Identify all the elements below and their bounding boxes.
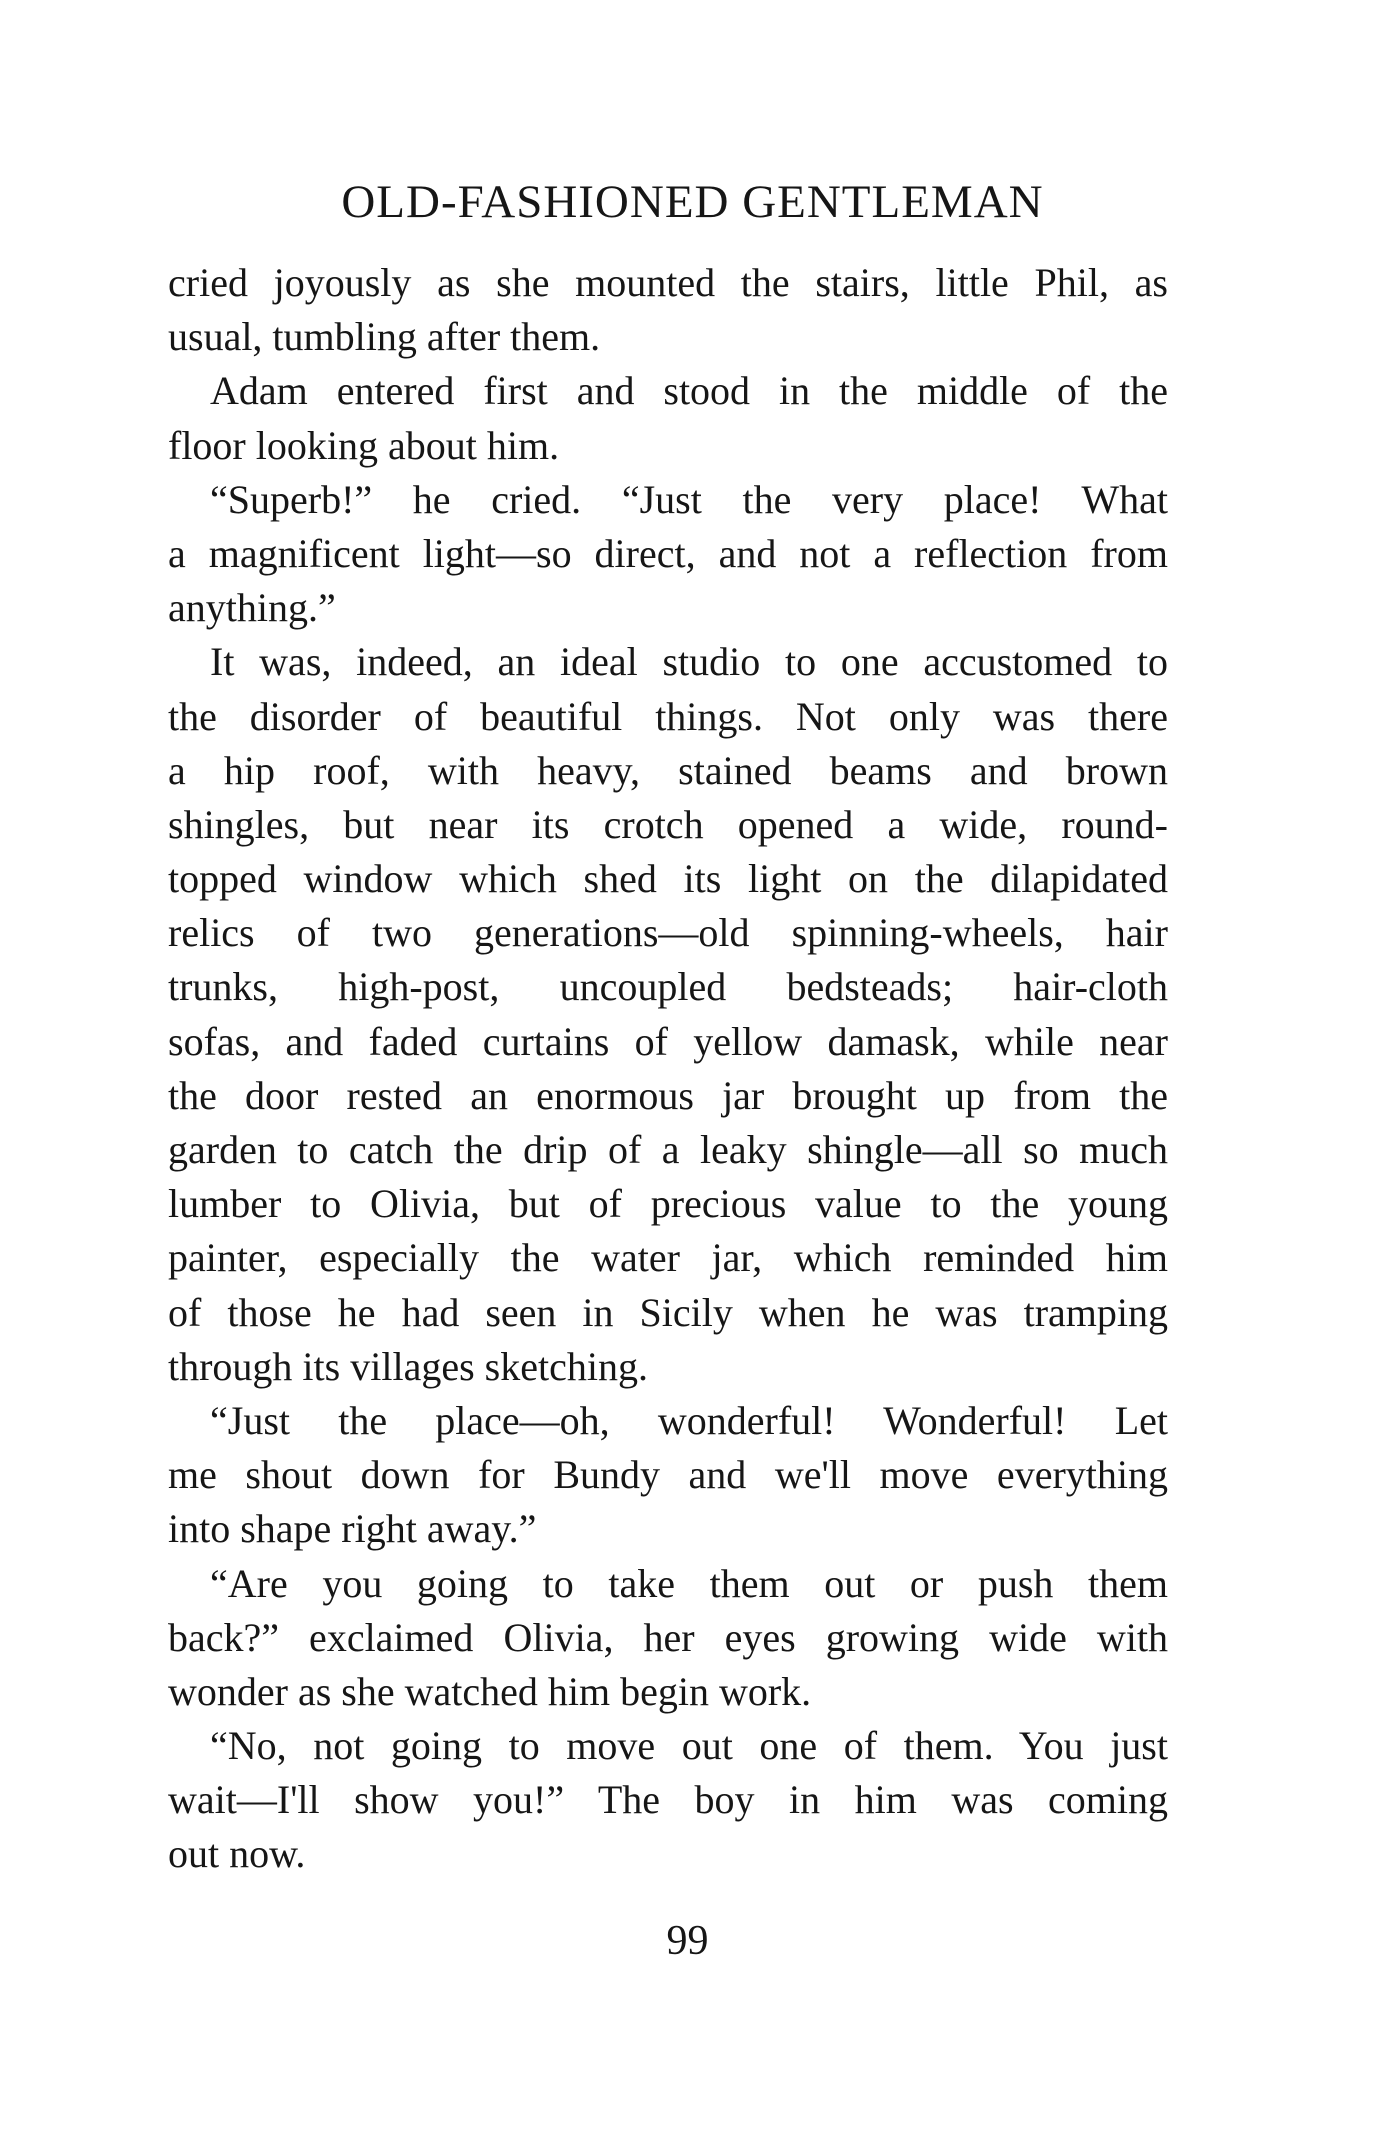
text-line: the door rested an enormous jar brought up from the — [168, 1072, 1168, 1118]
text-line: “No, not going to move out one of them. You just — [210, 1723, 1168, 1769]
text-line: usual, tumbling after them. — [168, 314, 601, 360]
text-line: lumber to Olivia, but of precious value to the young — [168, 1181, 1168, 1227]
page-number: 99 — [666, 1918, 709, 1964]
text-line: topped window which shed its light on the dilapidated — [168, 856, 1168, 902]
text-line: a magnificent light—so direct, and not a reflection from — [168, 530, 1168, 576]
body-text — [168, 256, 1168, 1882]
text-line: out now. — [168, 1831, 306, 1877]
text-line: “Just the place—oh, wonderful! Wonderful! Let — [210, 1397, 1168, 1443]
text-line: cried joyously as she mounted the stairs, little Phil, as — [168, 260, 1168, 305]
text-line: me shout down for Bundy and we'll move everything — [168, 1452, 1168, 1498]
text-line: “Are you going to take them out or push them — [210, 1560, 1168, 1606]
running-head: OLD-FASHIONED GENTLEMAN — [341, 176, 1044, 228]
text-line: back?” exclaimed Olivia, her eyes growing wide with — [168, 1614, 1168, 1660]
text-line: anything.” — [168, 585, 336, 631]
text-line: the disorder of beautiful things. Not only was there — [168, 693, 1168, 739]
text-line: “Superb!” he cried. “Just the very place! What — [210, 476, 1168, 522]
text-line: into shape right away.” — [168, 1506, 537, 1552]
text-line: wonder as she watched him begin work. — [168, 1668, 812, 1714]
text-line: It was, indeed, an ideal studio to one accustomed to — [210, 639, 1168, 685]
text-line: shingles, but near its crotch opened a wide, round- — [168, 801, 1168, 847]
text-line: of those he had seen in Sicily when he was tramping — [168, 1289, 1168, 1335]
text-line: Adam entered first and stood in the middle of the — [210, 368, 1168, 414]
text-line: sofas, and faded curtains of yellow damask, while near — [168, 1018, 1168, 1064]
text-line: painter, especially the water jar, which reminded him — [168, 1235, 1168, 1281]
text-line: floor looking about him. — [168, 422, 560, 468]
text-line: garden to catch the drip of a leaky shingle—all so much — [168, 1127, 1168, 1172]
text-line: a hip roof, with heavy, stained beams and brown — [168, 747, 1168, 793]
text-line: trunks, high-post, uncoupled bedsteads; hair-cloth — [168, 964, 1168, 1010]
text-line: relics of two generations—old spinning-wheels, hair — [168, 910, 1168, 956]
text-line: through its villages sketching. — [168, 1343, 648, 1389]
text-line: wait—I'll show you!” The boy in him was coming — [168, 1777, 1168, 1823]
